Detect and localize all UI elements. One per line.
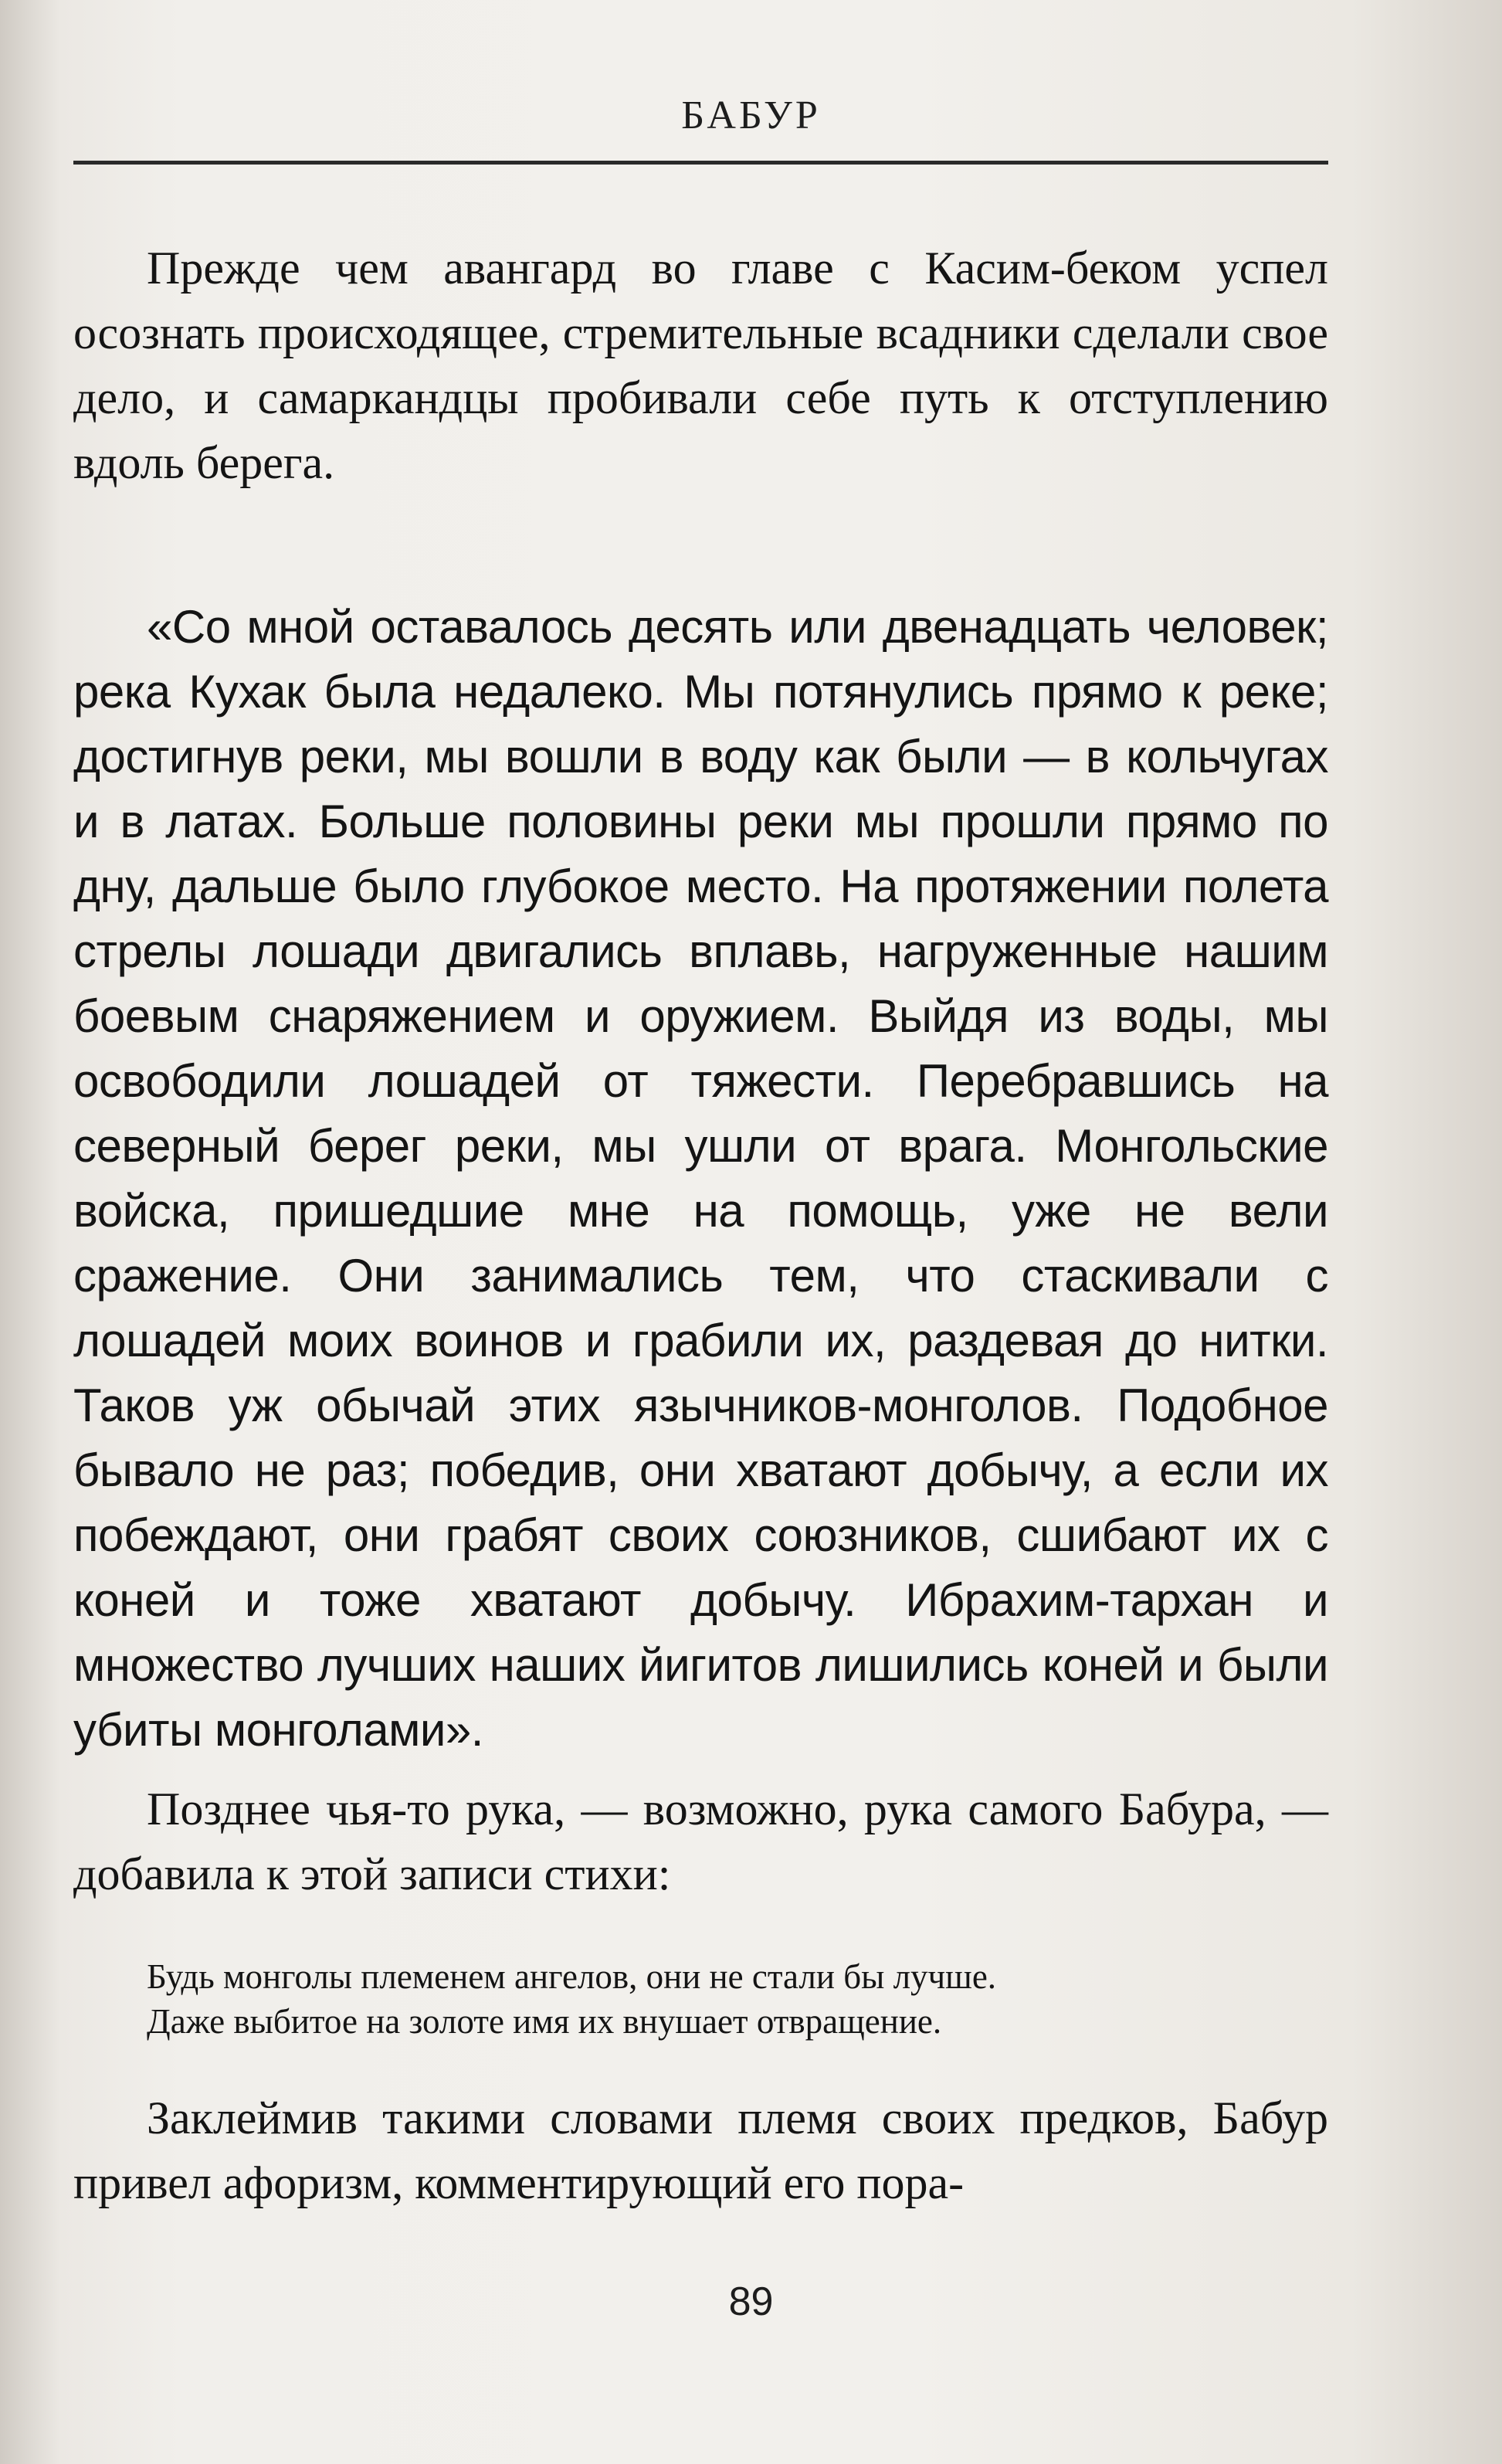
page-number: 89 [728,2279,774,2324]
text-block-quote [73,595,1328,1763]
header-rule [73,161,1328,165]
verse-line-1: Будь монголы племенем ангелов, они не стали бы лучше. [147,1957,997,1996]
text-block-2 [73,1777,1328,1906]
verse-block [73,1954,1328,2044]
paragraph-3: Заклеймив такими словами племя своих предков, Бабур привел афоризм, комментирующий его пора- [73,2092,1328,2208]
paragraph-2: Позднее чья-то рука, — возможно, рука самого Бабура, — добавила к этой записи стихи: [73,1784,1328,1899]
text-block-3 [73,2086,1328,2215]
paragraph-1: Прежде чем авангард во главе с Касим-беком успел осознать происходящее, стремительные всадники сделали свое дело, и самаркандцы пробивали себе путь к отступлению вдоль берега. [73,243,1328,488]
verse-line-2: Даже выбитое на золоте имя их внушает отвращение. [147,2002,942,2041]
running-head: БАБУР [681,93,821,137]
quote-paragraph: «Со мной оставалось десять или двенадцать человек; река Кухак была недалеко. Мы потянулись прямо к реке; достигнув реки, мы вошли в воду как были — в кольчугах и в латах. Больше половины реки мы прошли прямо по дну, дальше было глубокое место. На протяжении полета стрелы лошади двигались вплавь, нагруженные нашим боевым снаряжением и оружием. Выйдя из воды, мы освободили лошадей от тяжести. Перебравшись на северный берег реки, мы ушли от врага. Монгольские войска, пришедшие мне на помощь, уже не вели сражение. Они занимались тем, что стаскивали с лошадей моих воинов и грабили их, раздевая до нитки. Таков уж обычай этих язычников-монголов. Подобное бывало не раз; победив, они хватают добычу, а если их побеждают, они грабят своих союзников, сшибают их с коней и тоже хватают добычу. Ибрахим-тархан и множество лучших наших йигитов лишились коней и были убиты монголами». [73,601,1328,1756]
text-block-1 [73,236,1328,495]
verse [73,1954,1328,2044]
